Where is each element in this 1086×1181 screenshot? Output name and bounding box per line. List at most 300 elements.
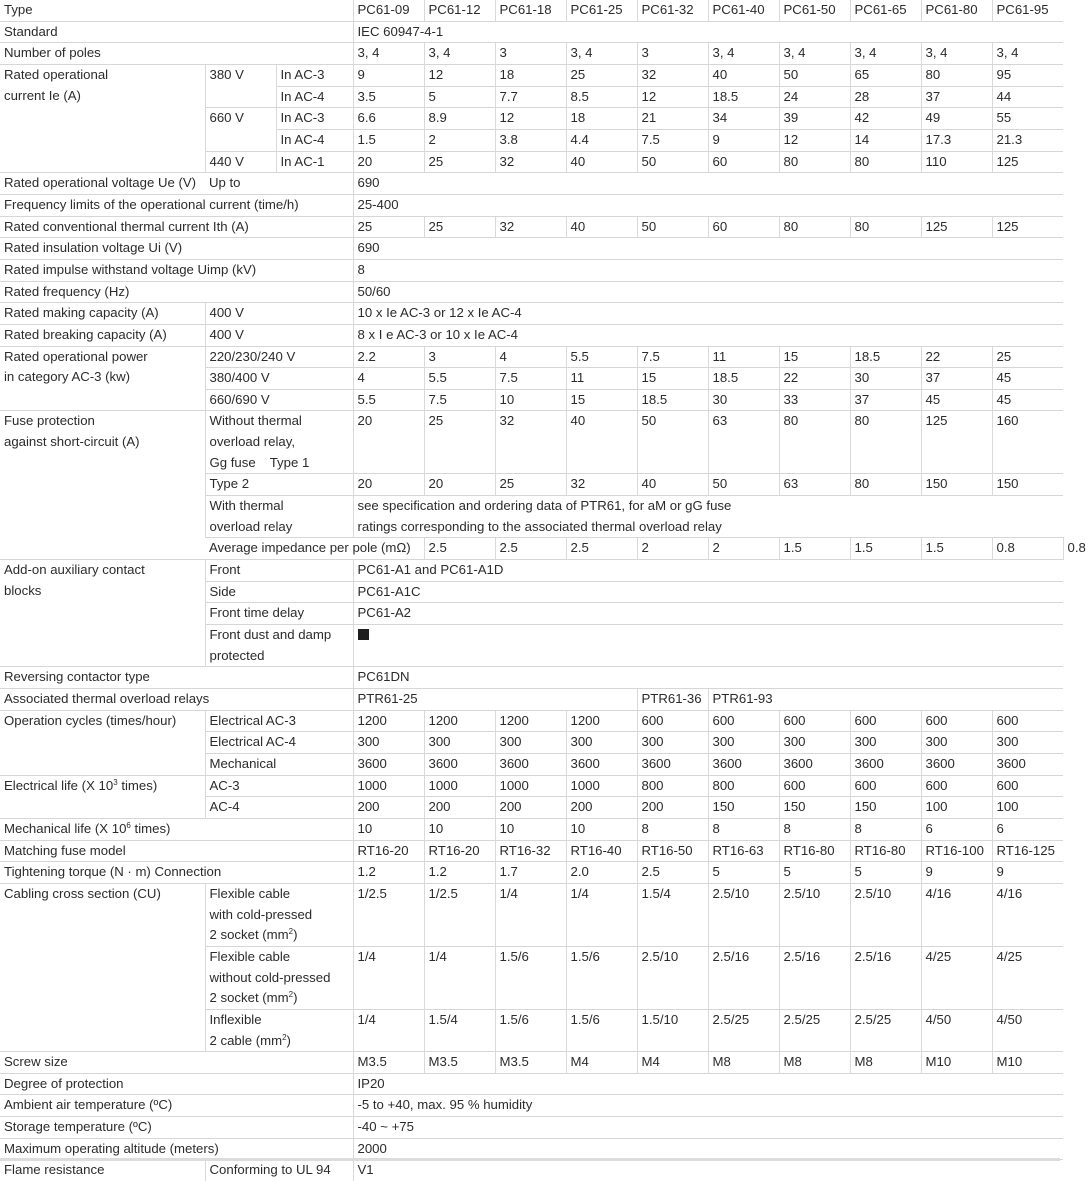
cell-text: 45 — [996, 391, 1012, 407]
value-cell — [566, 732, 637, 754]
value-cell — [566, 108, 637, 130]
cell-text: 1000 — [428, 777, 458, 793]
addon-row — [0, 560, 1063, 582]
relays-row — [0, 689, 1063, 711]
cell-text: 2 socket (mm — [209, 927, 289, 943]
value-cell — [850, 474, 921, 496]
value-cell — [992, 346, 1063, 368]
cell-text: 25 — [428, 413, 444, 429]
value-cell — [921, 946, 992, 1009]
cell-text: Rated operational voltage Ue (V) — [4, 175, 197, 191]
cell-text: without cold-pressed — [209, 969, 331, 985]
cell-text: 40 — [641, 476, 657, 492]
table-cell — [708, 689, 1063, 711]
table-cell — [205, 303, 353, 325]
cell-text: Rated insulation voltage Ui (V) — [4, 240, 183, 256]
value-cell — [779, 108, 850, 130]
value-cell — [637, 538, 708, 560]
cell-text: 18.5 — [712, 370, 739, 386]
value-cell — [495, 64, 566, 86]
power-row — [0, 346, 1063, 368]
table-cell — [205, 368, 353, 390]
value-cell — [566, 840, 637, 862]
cell-text: 1.2 — [428, 864, 447, 880]
value-cell — [637, 840, 708, 862]
value-cell — [921, 151, 992, 173]
cell-text: PC61-A2 — [357, 605, 412, 621]
cell-text: RT16-20 — [428, 842, 480, 858]
value-cell — [424, 368, 495, 390]
current-row — [0, 64, 1063, 86]
cell-text: 1.5/10 — [641, 1011, 679, 1027]
cell-text: M3.5 — [499, 1054, 529, 1070]
value-cell — [637, 346, 708, 368]
value-cell — [495, 710, 566, 732]
frequency-row — [0, 281, 1063, 303]
cell-text: 10 — [499, 391, 515, 407]
cell-text: 32 — [570, 476, 586, 492]
value-cell — [708, 710, 779, 732]
value-cell — [850, 710, 921, 732]
value-cell — [637, 129, 708, 151]
cell-text: Type 1 — [269, 454, 310, 470]
table-cell — [0, 194, 353, 216]
cell-text: 1/4 — [499, 885, 518, 901]
cell-text: Electrical life (X 10 — [4, 777, 114, 793]
cell-text: 63 — [783, 476, 799, 492]
value-cell — [779, 474, 850, 496]
table-cell — [0, 689, 353, 711]
cell-text: 2.5/10 — [854, 885, 892, 901]
cell-text: 3600 — [499, 755, 529, 771]
value-cell — [353, 818, 424, 840]
cell-text: 2 cable (mm — [209, 1032, 283, 1048]
table-cell — [205, 411, 353, 474]
cell-text: 100 — [996, 799, 1019, 815]
value-cell — [637, 753, 708, 775]
value-cell — [992, 216, 1063, 238]
value-cell — [992, 775, 1063, 797]
cell-text: 3, 4 — [996, 45, 1019, 61]
cell-text: Without thermal — [209, 413, 302, 429]
value-cell — [495, 753, 566, 775]
cell-text: PC61-18 — [499, 2, 552, 17]
cell-text: V1 — [357, 1162, 374, 1178]
cell-text: Average impedance per pole (mΩ) — [209, 540, 411, 556]
cell-text: 2 socket (mm — [209, 990, 289, 1006]
cell-text: Rated operational power — [4, 348, 148, 364]
value-cell — [353, 368, 424, 390]
cell-text: Flexible cable — [209, 948, 291, 964]
value-cell — [850, 818, 921, 840]
table-cell — [353, 1138, 1063, 1160]
value-cell — [424, 129, 495, 151]
cycles-row — [0, 710, 1063, 732]
cell-text: 3, 4 — [357, 45, 380, 61]
value-cell — [992, 86, 1063, 108]
table-cell — [205, 1009, 353, 1051]
cell-text: Matching fuse model — [4, 842, 126, 858]
cell-text: 1.5 — [925, 540, 944, 556]
cell-text: PC61-95 — [996, 2, 1049, 17]
cell-text: Add-on auxiliary contact — [4, 562, 145, 578]
cell-text: Flexible cable — [209, 885, 291, 901]
cell-text: In AC-4 — [280, 131, 325, 147]
value-cell — [637, 108, 708, 130]
value-cell — [708, 346, 779, 368]
value-cell — [779, 946, 850, 1009]
value-cell — [921, 64, 992, 86]
cell-text: 300 — [783, 734, 806, 750]
cell-text: 22 — [783, 370, 799, 386]
cell-text: 25 — [996, 348, 1012, 364]
value-cell — [708, 64, 779, 86]
value-cell — [779, 1009, 850, 1051]
value-cell — [353, 1009, 424, 1051]
value-cell — [353, 946, 424, 1009]
value-cell — [708, 368, 779, 390]
cabling-row — [0, 883, 1063, 946]
cell-text: 14 — [854, 131, 870, 147]
value-cell — [850, 946, 921, 1009]
value-cell — [637, 946, 708, 1009]
cell-text: 9 — [996, 864, 1004, 880]
value-cell — [921, 129, 992, 151]
value-cell — [353, 797, 424, 819]
value-cell — [708, 797, 779, 819]
cell-text: PC61-32 — [641, 2, 694, 17]
value-cell — [850, 108, 921, 130]
value-cell — [779, 818, 850, 840]
cell-text: Frequency limits of the operational current (time/h) — [4, 196, 299, 212]
table-cell — [353, 194, 1063, 216]
table-cell — [0, 216, 353, 238]
ambient-row — [0, 1095, 1063, 1117]
value-cell — [424, 1009, 495, 1051]
value-cell — [850, 43, 921, 65]
cell-text: PC61-50 — [783, 2, 836, 17]
frequency-limits-row — [0, 194, 1063, 216]
value-cell — [921, 411, 992, 474]
cell-text: 400 V — [209, 326, 244, 342]
cell-text: 3600 — [712, 755, 742, 771]
value-cell — [495, 151, 566, 173]
table-cell — [0, 1052, 353, 1074]
table-cell — [353, 1073, 1063, 1095]
table-cell — [0, 667, 353, 689]
cell-text: IP20 — [357, 1075, 385, 1091]
value-cell — [992, 946, 1063, 1009]
table-cell — [637, 689, 708, 711]
value-cell — [708, 389, 779, 411]
cell-text: 1/4 — [428, 948, 447, 964]
cell-text: 300 — [570, 734, 593, 750]
cell-text: times) — [117, 777, 158, 793]
cell-text: 1.5/6 — [570, 948, 600, 964]
value-cell — [637, 411, 708, 474]
cell-text: 33 — [783, 391, 799, 407]
value-cell — [921, 732, 992, 754]
value-cell — [353, 346, 424, 368]
type-label — [0, 0, 353, 21]
value-cell — [353, 862, 424, 884]
cell-text: 1.7 — [499, 864, 518, 880]
cell-text: 2.5/10 — [641, 948, 679, 964]
superscript: 6 — [126, 820, 131, 830]
value-cell — [921, 108, 992, 130]
value-cell — [424, 474, 495, 496]
value-cell — [637, 710, 708, 732]
table-cell — [205, 389, 353, 411]
value-cell — [566, 753, 637, 775]
table-cell — [353, 324, 1063, 346]
value-cell — [424, 775, 495, 797]
table-cell — [0, 560, 205, 667]
cell-text: 5.5 — [357, 391, 376, 407]
cell-text: current Ie (A) — [4, 87, 81, 103]
value-cell — [637, 1009, 708, 1051]
cell-text: against short-circuit (A) — [4, 434, 140, 450]
cell-text: 1.2 — [357, 864, 376, 880]
value-cell — [779, 346, 850, 368]
value-cell — [992, 108, 1063, 130]
value-cell — [424, 538, 495, 560]
cell-text: Mechanical — [209, 755, 277, 771]
value-cell — [992, 411, 1063, 474]
value-cell — [353, 710, 424, 732]
cell-text: 24 — [783, 88, 799, 104]
cell-text: 2.5/10 — [783, 885, 821, 901]
value-cell — [424, 151, 495, 173]
cell-text: 80 — [925, 66, 941, 82]
cell-text: 150 — [996, 476, 1019, 492]
value-cell — [495, 43, 566, 65]
value-cell — [495, 216, 566, 238]
value-cell — [566, 43, 637, 65]
cell-text: 7.7 — [499, 88, 518, 104]
cell-text: 300 — [499, 734, 522, 750]
table-cell — [0, 173, 205, 195]
cell-text: 39 — [783, 110, 799, 126]
cell-text: 25 — [499, 476, 515, 492]
cell-text: Fuse protection — [4, 413, 95, 429]
cell-text: 4.4 — [570, 131, 589, 147]
cell-text: 1200 — [357, 712, 387, 728]
value-cell — [424, 108, 495, 130]
voltage-row — [0, 173, 1063, 195]
cell-text: PC61-25 — [570, 2, 623, 17]
cell-text: M4 — [641, 1054, 660, 1070]
cell-text: blocks — [4, 582, 42, 598]
value-cell — [779, 216, 850, 238]
cell-text: Electrical AC-4 — [209, 734, 296, 750]
cell-text: 4/16 — [925, 885, 952, 901]
value-cell — [708, 411, 779, 474]
value-cell — [495, 1052, 566, 1074]
table-cell — [205, 560, 353, 582]
table-cell — [0, 238, 353, 260]
value-cell — [708, 538, 779, 560]
cell-text: 30 — [712, 391, 728, 407]
value-cell — [779, 389, 850, 411]
value-cell — [708, 129, 779, 151]
value-cell — [424, 1052, 495, 1074]
value-cell — [495, 129, 566, 151]
table-cell — [0, 1117, 353, 1139]
value-cell — [495, 946, 566, 1009]
cell-text: 7.5 — [641, 131, 660, 147]
value-cell — [850, 840, 921, 862]
cell-text: 440 V — [209, 153, 244, 169]
value-cell — [992, 151, 1063, 173]
value-cell — [992, 840, 1063, 862]
cell-text: 3.5 — [357, 88, 376, 104]
table-cell — [205, 581, 353, 603]
cell-text: 8 — [854, 820, 862, 836]
value-cell — [637, 389, 708, 411]
superscript: 2 — [288, 927, 294, 937]
table-cell — [205, 108, 276, 151]
cell-text: AC-4 — [209, 799, 240, 815]
value-cell — [566, 710, 637, 732]
cell-text: times) — [130, 820, 171, 836]
superscript: 2 — [282, 1032, 287, 1042]
value-cell — [992, 64, 1063, 86]
cell-text: 28 — [854, 88, 870, 104]
value-cell — [992, 710, 1063, 732]
cell-text: 45 — [925, 391, 941, 407]
value-cell — [353, 1052, 424, 1074]
reversing-row — [0, 667, 1063, 689]
cell-text: 50 — [783, 66, 799, 82]
table-cell — [205, 710, 353, 732]
value-cell — [353, 840, 424, 862]
cell-text: 2 — [428, 131, 436, 147]
value-cell — [495, 346, 566, 368]
cell-text: 380/400 V — [209, 370, 270, 386]
cell-text: PC61-A1C — [357, 583, 421, 599]
cell-text: 1/2.5 — [357, 885, 387, 901]
cell-text: 40 — [570, 413, 586, 429]
value-cell — [921, 1009, 992, 1051]
cell-text: PC61-65 — [854, 2, 907, 17]
cell-text: 3600 — [996, 755, 1026, 771]
cell-text: Screw size — [4, 1054, 68, 1070]
value-cell — [637, 1052, 708, 1074]
cell-text: 3600 — [854, 755, 884, 771]
table-cell — [0, 64, 205, 172]
value-cell — [566, 411, 637, 474]
value-cell — [424, 86, 495, 108]
table-cell — [353, 1160, 1063, 1181]
cell-text: Tightening torque (N · m) Connection — [4, 864, 222, 880]
cell-text: 3, 4 — [428, 45, 451, 61]
cell-text: 3, 4 — [854, 45, 877, 61]
cell-text: 300 — [854, 734, 877, 750]
cell-text: 42 — [854, 110, 870, 126]
cell-text: 80 — [854, 218, 870, 234]
value-cell — [779, 753, 850, 775]
cell-text: 30 — [854, 370, 870, 386]
cell-text: protected — [209, 647, 265, 663]
cell-text: Rated conventional thermal current Ith (A) — [4, 218, 249, 234]
cell-text: RT16-80 — [854, 842, 906, 858]
cell-text: 2.5 — [499, 540, 518, 556]
table-cell — [205, 324, 353, 346]
cell-text: in category AC-3 (kw) — [4, 369, 131, 385]
value-cell — [779, 368, 850, 390]
cell-text: 17.3 — [925, 131, 952, 147]
cell-text: 3 — [428, 348, 436, 364]
table-cell — [276, 129, 353, 151]
cell-text: M3.5 — [357, 1054, 387, 1070]
cell-text: 1200 — [570, 712, 600, 728]
table-cell — [0, 259, 353, 281]
table-cell — [0, 862, 353, 884]
cell-text: In AC-1 — [280, 153, 325, 169]
standard-row — [0, 21, 1063, 43]
value-cell — [495, 411, 566, 474]
cell-text: Reversing contactor type — [4, 669, 150, 685]
cell-text: M8 — [712, 1054, 731, 1070]
cell-text: 6.6 — [357, 110, 376, 126]
cell-text: 150 — [925, 476, 948, 492]
model-header — [708, 0, 779, 21]
cell-text: 1/4 — [570, 885, 589, 901]
cell-text: 18 — [570, 110, 586, 126]
table-cell — [353, 1117, 1063, 1139]
value-cell — [424, 946, 495, 1009]
insulation-row — [0, 238, 1063, 260]
value-cell — [424, 43, 495, 65]
breaking-row — [0, 324, 1063, 346]
altitude-row — [0, 1138, 1063, 1160]
cell-text: M10 — [925, 1054, 952, 1070]
value-cell — [921, 368, 992, 390]
cell-text: RT16-125 — [996, 842, 1055, 858]
model-header — [921, 0, 992, 21]
cell-text: 4/16 — [996, 885, 1023, 901]
value-cell — [992, 753, 1063, 775]
cell-text: 10 — [428, 820, 444, 836]
cell-text: 18.5 — [641, 391, 668, 407]
cell-text: 60 — [712, 153, 728, 169]
cell-text: 660 V — [209, 110, 244, 126]
cell-text: 2 — [641, 540, 649, 556]
table-cell — [0, 818, 353, 840]
table-cell — [353, 689, 637, 711]
model-header — [992, 0, 1063, 21]
value-cell — [921, 538, 992, 560]
cell-text: 80 — [783, 218, 799, 234]
cell-text: RT16-80 — [783, 842, 835, 858]
value-cell — [566, 862, 637, 884]
cell-text: Mechanical life (X 10 — [4, 820, 127, 836]
cell-text: 1.5/4 — [428, 1011, 458, 1027]
cell-text: AC-3 — [209, 777, 240, 793]
cell-text: 80 — [854, 476, 870, 492]
value-cell — [566, 474, 637, 496]
value-cell — [353, 151, 424, 173]
value-cell — [637, 797, 708, 819]
cell-text: 690 — [357, 240, 380, 256]
table-cell — [205, 173, 353, 195]
cell-text: 20 — [357, 413, 373, 429]
value-cell — [850, 216, 921, 238]
table-cell — [353, 603, 1063, 625]
value-cell — [921, 775, 992, 797]
value-cell — [353, 86, 424, 108]
